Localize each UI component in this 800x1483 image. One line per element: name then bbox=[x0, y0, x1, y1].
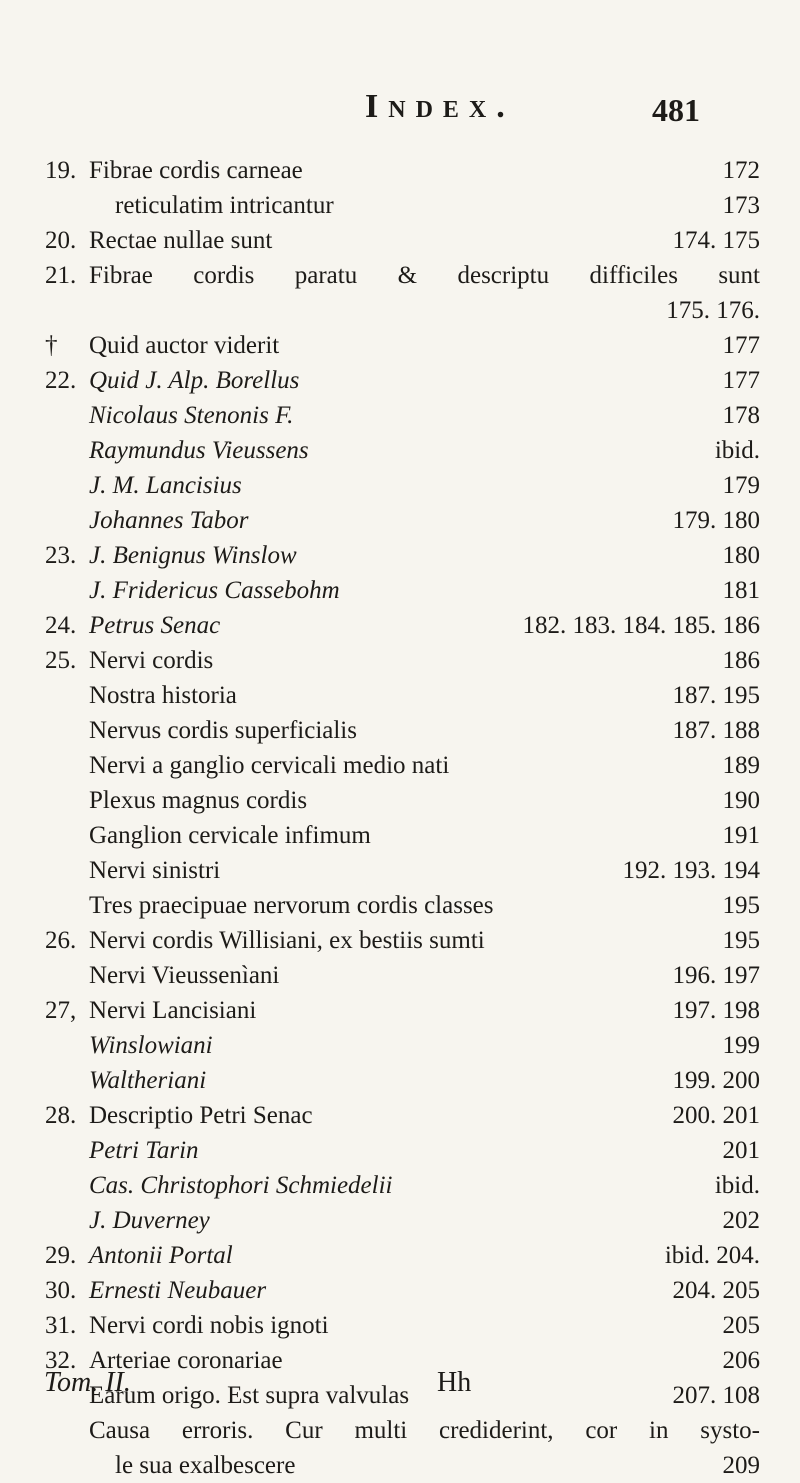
index-entry bbox=[45, 608, 760, 643]
entry-text: Nervi cordis bbox=[89, 647, 214, 674]
entry-text: Cas. Christophori Schmiedelii bbox=[89, 1172, 393, 1199]
entry-pages: 186 bbox=[722, 647, 760, 674]
entry-pages: 192. 193. 194 bbox=[622, 857, 760, 884]
index-entry bbox=[45, 293, 760, 328]
index-entry bbox=[45, 1203, 760, 1238]
entry-pages: 200. 201 bbox=[672, 1102, 760, 1129]
entry-text: Ganglion cervicale infimum bbox=[89, 822, 371, 849]
index-entry bbox=[45, 713, 760, 748]
index-entry bbox=[45, 678, 760, 713]
entry-pages: 201 bbox=[722, 1137, 760, 1164]
entry-text: Ernesti Neubauer bbox=[89, 1277, 267, 1304]
entry-pages: ibid. bbox=[714, 1172, 760, 1199]
entry-pages: 207. 108 bbox=[672, 1382, 760, 1409]
entry-number: 31. bbox=[45, 1312, 77, 1339]
index-entry bbox=[45, 538, 760, 573]
entry-pages: 199. 200 bbox=[672, 1067, 760, 1094]
index-entry bbox=[45, 993, 760, 1028]
index-entry bbox=[45, 853, 760, 888]
entry-pages: 177 bbox=[722, 367, 760, 394]
entry-number: 23. bbox=[45, 542, 77, 569]
index-entry bbox=[45, 1448, 760, 1483]
entry-text: Tres praecipuae nervorum cordis classes bbox=[89, 892, 494, 919]
index-entry bbox=[45, 818, 760, 853]
entry-number: 19. bbox=[45, 157, 77, 184]
index-entry bbox=[45, 1098, 760, 1133]
entry-pages: 178 bbox=[722, 402, 760, 429]
entry-pages: 209 bbox=[722, 1452, 760, 1479]
entry-text: le sua exalbescere bbox=[115, 1452, 296, 1479]
entry-number: 24. bbox=[45, 612, 77, 639]
entry-pages: 173 bbox=[722, 192, 760, 219]
index-entry bbox=[45, 1238, 760, 1273]
entry-number: 25. bbox=[45, 647, 77, 674]
entry-text: Petri Tarin bbox=[89, 1137, 199, 1164]
entry-text: Plexus magnus cordis bbox=[89, 787, 308, 814]
entry-pages: 180 bbox=[722, 542, 760, 569]
entry-pages: 174. 175 bbox=[672, 227, 760, 254]
entry-number: † bbox=[45, 332, 58, 359]
entry-text: reticulatim intricantur bbox=[115, 192, 334, 219]
entry-number: 28. bbox=[45, 1102, 77, 1129]
entry-number: 21. bbox=[45, 262, 77, 289]
entry-number: 32. bbox=[45, 1347, 77, 1374]
index-entry bbox=[45, 1273, 760, 1308]
entry-text: Arteriae coronariae bbox=[89, 1347, 283, 1374]
entry-pages: 190 bbox=[722, 787, 760, 814]
entry-text: Nervi cordi nobis ignoti bbox=[89, 1312, 329, 1339]
entry-text: Raymundus Vieussens bbox=[89, 437, 309, 464]
signature-mark: Hh bbox=[437, 1367, 472, 1398]
index-entry bbox=[45, 503, 760, 538]
index-entry bbox=[45, 258, 760, 293]
page-title: Index. bbox=[365, 88, 515, 125]
index-entry bbox=[45, 398, 760, 433]
entry-pages: 204. 205 bbox=[672, 1277, 760, 1304]
entry-text: J. Duverney bbox=[89, 1207, 210, 1234]
entry-pages: 187. 195 bbox=[672, 682, 760, 709]
index-entry bbox=[45, 153, 760, 188]
index-entry bbox=[45, 363, 760, 398]
entry-number: 20. bbox=[45, 227, 77, 254]
index-entry bbox=[45, 923, 760, 958]
index-entry bbox=[45, 468, 760, 503]
entry-text: Causa erroris. Cur multi crediderint, cor in systo- bbox=[89, 1417, 760, 1444]
entry-text: Descriptio Petri Senac bbox=[89, 1102, 313, 1129]
entry-pages: 177 bbox=[722, 332, 760, 359]
entry-number: 29. bbox=[45, 1242, 77, 1269]
entry-pages: 179. 180 bbox=[672, 507, 760, 534]
index-entry bbox=[45, 1308, 760, 1343]
entry-pages: 187. 188 bbox=[672, 717, 760, 744]
index-entry bbox=[45, 1028, 760, 1063]
entry-pages: 191 bbox=[722, 822, 760, 849]
entry-text: Winslowiani bbox=[89, 1032, 213, 1059]
index-entry bbox=[45, 433, 760, 468]
index-entry bbox=[45, 888, 760, 923]
index-entry bbox=[45, 573, 760, 608]
entry-number: 26. bbox=[45, 927, 77, 954]
entry-text: Quid auctor viderit bbox=[89, 332, 280, 359]
entry-text: Fibrae cordis carneae bbox=[89, 157, 303, 184]
page-footer bbox=[44, 1367, 644, 1407]
entry-number: 30. bbox=[45, 1277, 77, 1304]
page-header bbox=[0, 88, 800, 138]
index-entry bbox=[45, 783, 760, 818]
index-entry bbox=[45, 1133, 760, 1168]
entry-text: Fibrae cordis paratu & descriptu difficiles sunt bbox=[89, 262, 760, 289]
entry-pages: 202 bbox=[722, 1207, 760, 1234]
entry-pages: 206 bbox=[722, 1347, 760, 1374]
volume-label: Tom. II. bbox=[44, 1367, 131, 1398]
entry-text: Antonii Portal bbox=[89, 1242, 233, 1269]
index-entry bbox=[45, 188, 760, 223]
entry-text: Nostra historia bbox=[89, 682, 237, 709]
entry-pages: 182. 183. 184. 185. 186 bbox=[522, 612, 760, 639]
entry-text: Petrus Senac bbox=[89, 612, 221, 639]
entry-text: Quid J. Alp. Borellus bbox=[89, 367, 300, 394]
entry-pages: 189 bbox=[722, 752, 760, 779]
entry-pages: ibid. bbox=[714, 437, 760, 464]
entry-pages: 195 bbox=[722, 927, 760, 954]
entry-text: Nervi cordis Willisiani, ex bestiis sumti bbox=[89, 927, 485, 954]
index-entry bbox=[45, 748, 760, 783]
entry-text: Nervi a ganglio cervicali medio nati bbox=[89, 752, 450, 779]
index-entry bbox=[45, 1168, 760, 1203]
entry-text: Nervi sinistri bbox=[89, 857, 221, 884]
entry-pages: 195 bbox=[722, 892, 760, 919]
entry-text: Johannes Tabor bbox=[89, 507, 249, 534]
entry-number: 27, bbox=[45, 997, 77, 1024]
index-entries bbox=[45, 153, 760, 1483]
entry-pages: 199 bbox=[722, 1032, 760, 1059]
index-entry bbox=[45, 643, 760, 678]
index-entry bbox=[45, 223, 760, 258]
entry-text: J. Benignus Winslow bbox=[89, 542, 297, 569]
entry-pages: ibid. 204. bbox=[664, 1242, 760, 1269]
entry-pages: 175. 176. bbox=[666, 297, 760, 324]
entry-pages: 196. 197 bbox=[672, 962, 760, 989]
entry-pages: 205 bbox=[722, 1312, 760, 1339]
entry-pages: 197. 198 bbox=[672, 997, 760, 1024]
index-entry bbox=[45, 328, 760, 363]
entry-text: Waltheriani bbox=[89, 1067, 207, 1094]
entry-text: Nervi Vieussenìani bbox=[89, 962, 280, 989]
index-entry bbox=[45, 1063, 760, 1098]
entry-pages: 172 bbox=[722, 157, 760, 184]
entry-text: J. Fridericus Cassebohm bbox=[89, 577, 340, 604]
entry-text: Earum origo. Est supra valvulas bbox=[89, 1382, 410, 1409]
page-number: 481 bbox=[652, 92, 700, 128]
entry-pages: 179 bbox=[722, 472, 760, 499]
index-entry bbox=[45, 958, 760, 993]
entry-text: Nervus cordis superficialis bbox=[89, 717, 357, 744]
entry-text: Rectae nullae sunt bbox=[89, 227, 273, 254]
entry-text: J. M. Lancisius bbox=[89, 472, 242, 499]
entry-text: Nervi Lancisiani bbox=[89, 997, 257, 1024]
entry-number: 22. bbox=[45, 367, 77, 394]
entry-text: Nicolaus Stenonis F. bbox=[89, 402, 294, 429]
entry-pages: 181 bbox=[722, 577, 760, 604]
